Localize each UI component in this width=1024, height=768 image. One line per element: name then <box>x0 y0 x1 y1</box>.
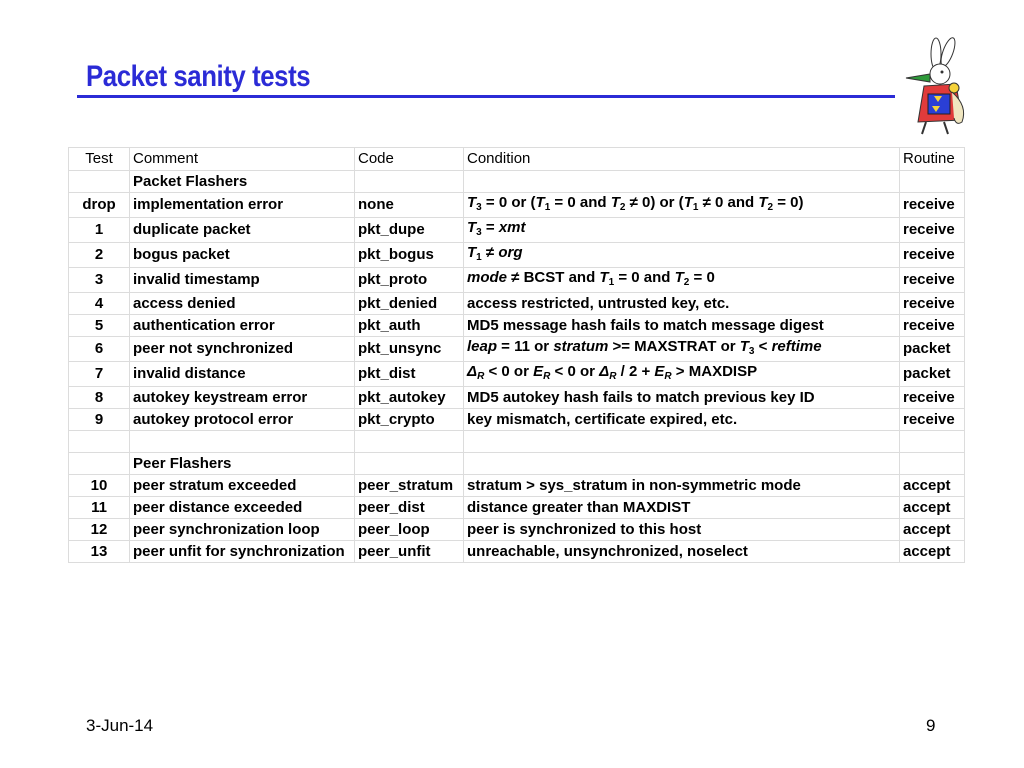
code-cell: pkt_auth <box>355 315 464 337</box>
test-id: 13 <box>69 541 130 563</box>
condition-cell: distance greater than MAXDIST <box>464 497 900 519</box>
code-cell: none <box>355 193 464 218</box>
code-cell: peer_dist <box>355 497 464 519</box>
page-number: 9 <box>926 716 936 735</box>
test-id: 10 <box>69 475 130 497</box>
routine-cell: receive <box>900 387 965 409</box>
test-id: 9 <box>69 409 130 431</box>
header-row <box>69 148 965 171</box>
code-cell: peer_unfit <box>355 541 464 563</box>
routine-cell: accept <box>900 541 965 563</box>
header-routine: Routine <box>900 148 965 171</box>
empty-cell <box>69 431 130 453</box>
comment-cell: peer unfit for synchronization <box>130 541 355 563</box>
condition-cell: $T_1$ ≠ org <box>464 243 900 268</box>
test-id: 4 <box>69 293 130 315</box>
table-row <box>69 268 965 293</box>
comment-cell: autokey protocol error <box>130 409 355 431</box>
footer-date: 3-Jun-14 <box>86 716 154 735</box>
comment-cell: duplicate packet <box>130 218 355 243</box>
empty-cell <box>69 171 130 193</box>
routine-cell: packet <box>900 362 965 387</box>
empty-cell <box>130 431 355 453</box>
empty-cell <box>355 453 464 475</box>
condition-cell: $\Delta_R < 0$ or $E_R < 0$ or $\Delta_R / 2 + E_R$ > MAXDISP <box>464 362 900 387</box>
routine-cell: receive <box>900 315 965 337</box>
code-cell: peer_loop <box>355 519 464 541</box>
code-cell: pkt_bogus <box>355 243 464 268</box>
condition-cell: $T_3 = 0$ or ($T_1 = 0$ and $T_2 \ne 0$) or ($T_1 \ne 0$ and $T_2 = 0$) <box>464 193 900 218</box>
table-row <box>69 218 965 243</box>
comment-cell: invalid distance <box>130 362 355 387</box>
condition-cell: leap = 11 or stratum >= MAXSTRAT or $T_3$ < reftime <box>464 337 900 362</box>
routine-cell: receive <box>900 243 965 268</box>
code-cell: pkt_dist <box>355 362 464 387</box>
test-id: 5 <box>69 315 130 337</box>
table-row <box>69 387 965 409</box>
routine-cell: accept <box>900 519 965 541</box>
empty-cell <box>464 453 900 475</box>
routine-cell: accept <box>900 475 965 497</box>
section-label: Packet Flashers <box>130 171 355 193</box>
test-id: 7 <box>69 362 130 387</box>
table-row <box>69 409 965 431</box>
comment-cell: access denied <box>130 293 355 315</box>
table-row <box>69 315 965 337</box>
packet-sanity-table <box>68 147 965 563</box>
condition-cell: stratum > sys_stratum in non-symmetric mode <box>464 475 900 497</box>
empty-cell <box>355 431 464 453</box>
white-rabbit-logo <box>896 34 976 138</box>
header-test: Test <box>69 148 130 171</box>
table-row <box>69 475 965 497</box>
test-id: 11 <box>69 497 130 519</box>
section-row-peer-flashers <box>69 453 965 475</box>
test-id: 8 <box>69 387 130 409</box>
table-row <box>69 497 965 519</box>
comment-cell: authentication error <box>130 315 355 337</box>
test-id: drop <box>69 193 130 218</box>
comment-cell: invalid timestamp <box>130 268 355 293</box>
table-row <box>69 243 965 268</box>
empty-cell <box>464 171 900 193</box>
section-label: Peer Flashers <box>130 453 355 475</box>
routine-cell: receive <box>900 409 965 431</box>
code-cell: pkt_proto <box>355 268 464 293</box>
routine-cell: receive <box>900 268 965 293</box>
empty-cell <box>69 453 130 475</box>
table-row <box>69 362 965 387</box>
routine-cell: receive <box>900 218 965 243</box>
empty-cell <box>900 171 965 193</box>
test-id: 6 <box>69 337 130 362</box>
code-cell: pkt_crypto <box>355 409 464 431</box>
code-cell: pkt_unsync <box>355 337 464 362</box>
code-cell: peer_stratum <box>355 475 464 497</box>
section-row-packet-flashers <box>69 171 965 193</box>
condition-cell: mode ≠ BCST and $T_1 = 0$ and $T_2 = 0$ <box>464 268 900 293</box>
comment-cell: autokey keystream error <box>130 387 355 409</box>
comment-cell: implementation error <box>130 193 355 218</box>
comment-cell: peer distance exceeded <box>130 497 355 519</box>
routine-cell: packet <box>900 337 965 362</box>
condition-cell: $T_3$ = xmt <box>464 218 900 243</box>
empty-cell <box>900 431 965 453</box>
empty-cell <box>355 171 464 193</box>
table-row <box>69 337 965 362</box>
condition-cell: MD5 autokey hash fails to match previous key ID <box>464 387 900 409</box>
test-id: 1 <box>69 218 130 243</box>
routine-cell: receive <box>900 293 965 315</box>
slide-title: Packet sanity tests <box>86 60 311 93</box>
title-underline <box>77 95 895 98</box>
condition-cell: MD5 message hash fails to match message digest <box>464 315 900 337</box>
code-cell: pkt_denied <box>355 293 464 315</box>
condition-cell: peer is synchronized to this host <box>464 519 900 541</box>
condition-cell: access restricted, untrusted key, etc. <box>464 293 900 315</box>
empty-cell <box>464 431 900 453</box>
table-row <box>69 519 965 541</box>
test-id: 2 <box>69 243 130 268</box>
comment-cell: bogus packet <box>130 243 355 268</box>
code-cell: pkt_autokey <box>355 387 464 409</box>
comment-cell: peer synchronization loop <box>130 519 355 541</box>
blank-row <box>69 431 965 453</box>
table-row <box>69 193 965 218</box>
header-code: Code <box>355 148 464 171</box>
comment-cell: peer not synchronized <box>130 337 355 362</box>
table-row <box>69 541 965 563</box>
header-condition: Condition <box>464 148 900 171</box>
routine-cell: receive <box>900 193 965 218</box>
comment-cell: peer stratum exceeded <box>130 475 355 497</box>
test-id: 3 <box>69 268 130 293</box>
routine-cell: accept <box>900 497 965 519</box>
table-row <box>69 293 965 315</box>
test-id: 12 <box>69 519 130 541</box>
condition-cell: key mismatch, certificate expired, etc. <box>464 409 900 431</box>
condition-cell: unreachable, unsynchronized, noselect <box>464 541 900 563</box>
empty-cell <box>900 453 965 475</box>
code-cell: pkt_dupe <box>355 218 464 243</box>
header-comment: Comment <box>130 148 355 171</box>
